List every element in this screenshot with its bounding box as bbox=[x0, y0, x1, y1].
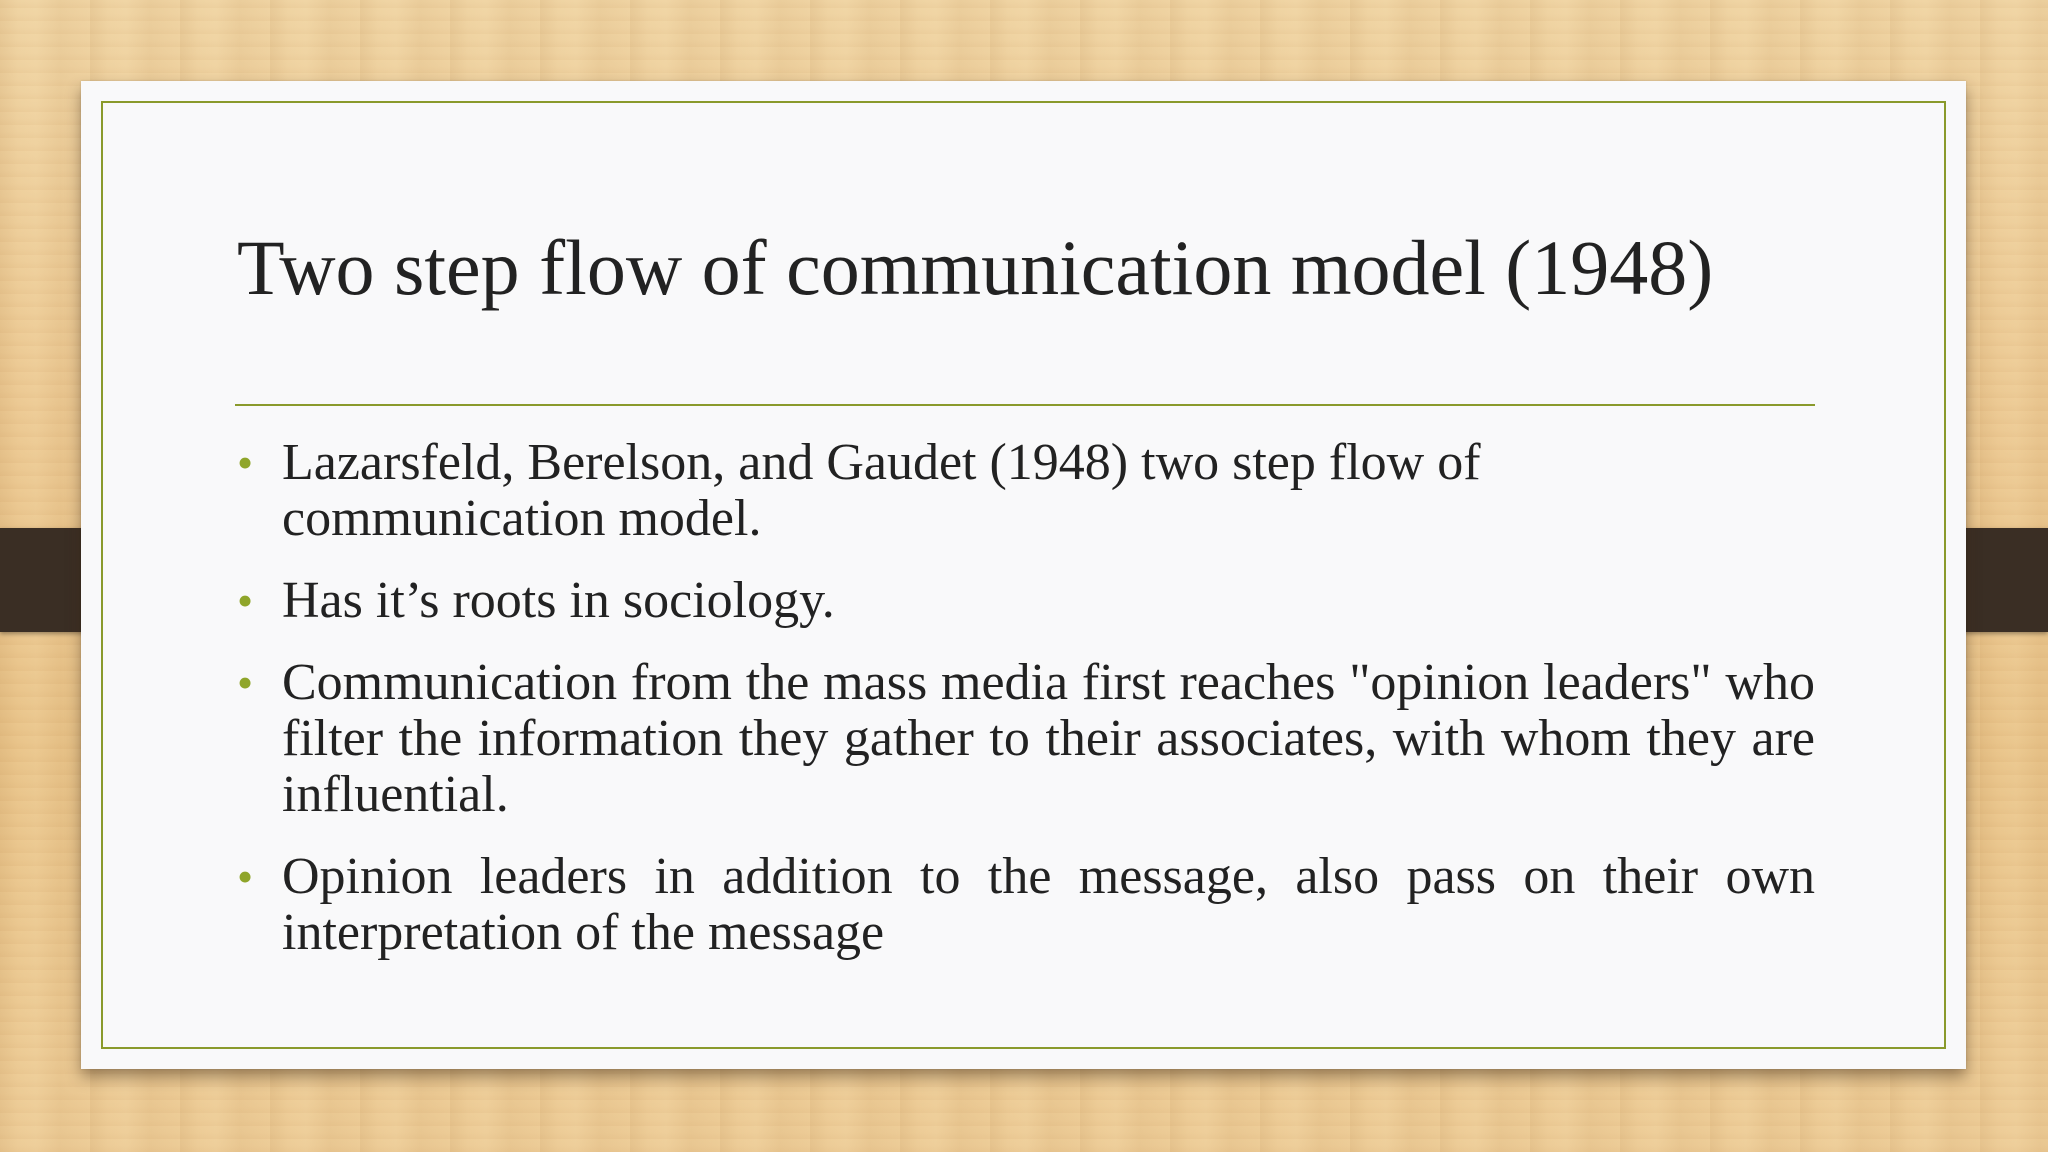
bullet-marker: • bbox=[237, 657, 254, 708]
bullet-marker: • bbox=[237, 851, 254, 902]
bullet-item bbox=[237, 435, 1815, 547]
bullet-marker: • bbox=[237, 575, 254, 626]
title-divider bbox=[235, 404, 1815, 406]
bullet-text: Has it’s roots in sociology. bbox=[282, 572, 835, 629]
slide-title: Two step flow of communication model (1948) bbox=[237, 224, 1714, 311]
bullet-text: Lazarsfeld, Berelson, and Gaudet (1948) two step flow of communication model. bbox=[282, 434, 1481, 547]
bullet-item bbox=[237, 849, 1815, 961]
bullet-marker: • bbox=[237, 437, 254, 488]
bullet-text: Communication from the mass media first reaches "opinion leaders" who filter the information they gather to their associates, with whom they are influential. bbox=[282, 654, 1815, 823]
bullet-item bbox=[237, 655, 1815, 823]
bullet-list bbox=[237, 435, 1815, 985]
bullet-item bbox=[237, 573, 1815, 629]
slide-card bbox=[81, 81, 1966, 1069]
bullet-text: Opinion leaders in addition to the message, also pass on their own interpretation of the message bbox=[282, 848, 1815, 961]
